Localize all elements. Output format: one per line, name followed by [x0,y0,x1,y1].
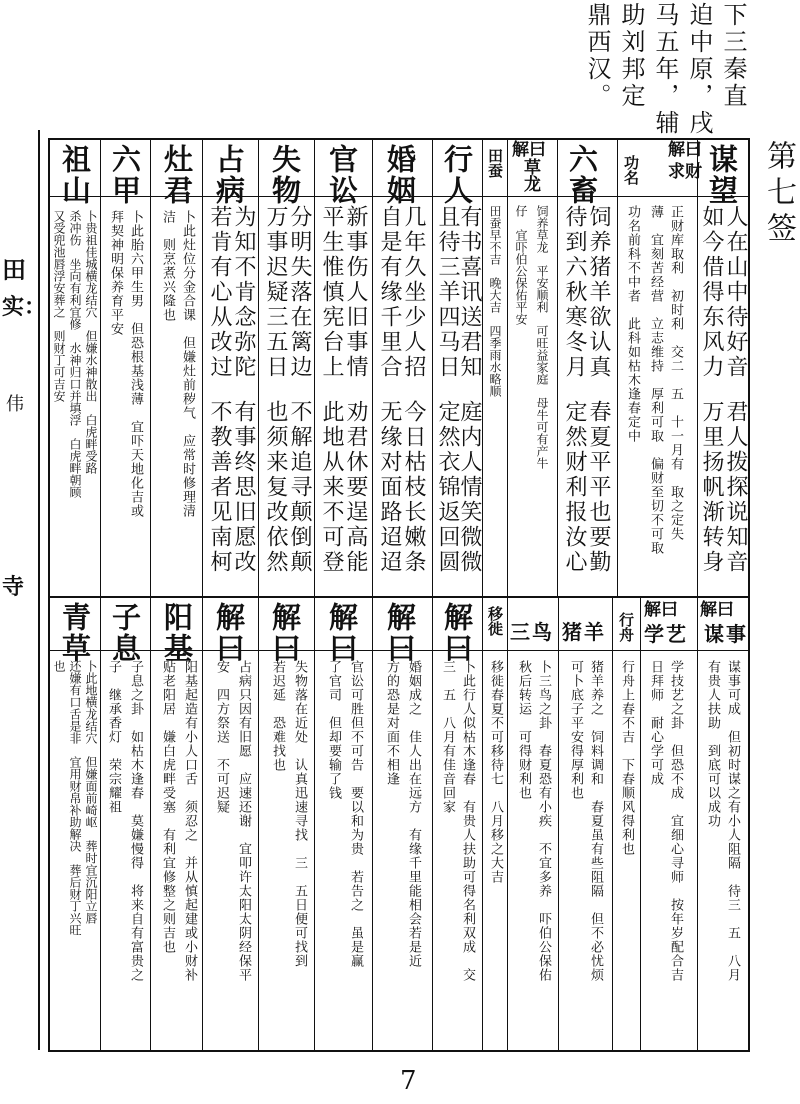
header-zaojun: 灶君 [160,144,194,206]
shiwu-line-4: 也须来复改依然 [263,400,288,575]
yangji-text-2: 贴老阳居 嫌白虎畔受塞 有利宜修整之则吉也 [160,660,175,954]
col-sep [558,596,559,1052]
zixi-text-2: 子 继承香灯 荣宗耀祖 [106,660,121,814]
mouwang-line-4: 万里扬帆渐转身 [699,400,724,575]
guansong-line-1: 新事伤人旧事情 [343,205,368,380]
mouwang-line-2: 如今借得东风力 [699,205,724,380]
liuchu-line-3: 春夏平平也要勤 [586,400,611,575]
zushan-text-3: 又受兜池唇浮安葬之 则财丁可吉安 [52,210,66,402]
header-jieyue-h: 解曰 [268,602,302,664]
xingren-line-2: 且待三羊四马日 [435,205,460,380]
xingren-line-1: 有书喜讯送君知 [457,205,482,380]
strip-char-1: 田 [2,255,26,284]
col-sep [557,138,558,596]
col-sep [100,596,101,1052]
table-top-rule [48,138,750,140]
col-sep [612,596,613,1052]
table-bottom-rule [48,1050,750,1052]
intro-poem-line-2: 迫中原，戌 [685,2,713,137]
xueyi-text-2: 日拜师 耐心学可成 [648,660,663,786]
header-tiancan: 田蚕 [486,148,504,178]
header-qingcao: 青草 [58,602,92,664]
hunyin-line-4: 无缘对面路迢迢 [377,400,402,575]
jieyue-5-text-2: 安 四方祭送 不可迟疑 [214,660,229,814]
xingren-line-4: 定然衣锦返回圆 [435,400,460,575]
qiucai-text-a: 正财库取利 初时利 交二 五 十一月有 取之定失 [668,205,683,541]
header-xingren: 行人 [440,144,474,206]
header-jieyue-b: 解曰 [512,140,546,160]
qingcao-text-3: 也 [52,660,66,672]
jieyue-3-text-2: 了官司 但却要输了钱 [326,660,341,800]
jieyue-3-text-1: 官讼可胜但不可告 要以和为贵 若告之 虽是赢 [348,660,363,968]
guansong-line-4: 此地从来不可登 [319,400,344,575]
header-qiucai: 求财 [668,162,702,182]
col-sep [372,138,373,596]
header-jieyue-g: 解曰 [325,602,359,664]
col-sep [640,596,641,1052]
header-caolong: 草龙 [520,158,540,192]
hunyin-line-2: 自是有缘千里合 [377,205,402,380]
header-zhanbing: 占病 [212,144,246,206]
col-sep [314,138,315,596]
jieyue-5-text-1: 占病只因有旧愿 应速还谢 宜叩许太阳太阴经保平 [236,660,251,982]
jieyue-4-text-2: 若迟延 恐难找也 [270,660,285,772]
zushan-text-1: 卜贵祖佳城横龙结穴 但嫌水神散出 白虎畔受路 [84,210,98,474]
intro-poem-line-5: 鼎西汉。 [583,2,611,110]
col-sep [258,138,259,596]
col-sep [482,596,483,1052]
tiancan-text: 田蚕早不吉 晚大吉 四季雨水略顺 [488,205,502,397]
header-jieyue-e: 解曰 [440,602,474,664]
col-sep [150,596,151,1052]
header-jieyue-a: 解曰 [668,140,702,160]
col-sep [507,596,508,1052]
header-sanniao: 三鸟 [510,620,554,644]
caolong-text-2: 仔 宜吓伯公保佑平安 [514,205,528,325]
gongming-text: 功名前科不中者 此科如枯木逢春定中 [625,205,640,443]
header-hunyin: 婚姻 [383,144,417,206]
page-number: 7 [400,1066,417,1096]
zhanbing-line-4: 不教善者见南柯 [207,400,232,575]
xingren-line-3: 庭内人情笑微微 [457,400,482,575]
header-zhuyang: 猪羊 [562,620,606,644]
col-sep [432,138,433,596]
header-shiwu: 失物 [268,144,302,206]
hunyin-line-3: 今日枯枝长嫩条 [401,400,426,575]
jieyue-4-text-1: 失物落在近处 认真迅速寻找 三 五日便可找到 [292,660,307,968]
header-liujia: 六甲 [108,144,142,206]
caolong-text-1: 饲养草龙 平安顺利 可旺益家庭 母牛可有产牛 [535,205,549,469]
header-jieyue-f: 解曰 [383,602,417,664]
zushan-text-2: 杀冲伤 坐向有利宜修 水神归口并填浮 白虎畔朝顾 [68,210,82,498]
zhanbing-line-3: 有事终思旧愿改 [231,400,256,575]
strip-char-3: 伟 [6,394,24,415]
qiucai-text-b: 薄 宜刻苦经营 立志维持 厚利可取 偏财至切不可取 [648,205,663,555]
sign-title: 第七签 [761,140,796,248]
col-sep [258,596,259,1052]
col-sep [697,596,698,1052]
jieyue-2-text-1: 婚姻成之 佳人出在远方 有缘千里能相会若是近 [406,660,421,968]
moushi-text-2: 有贵人扶助 到底可以成功 [705,660,720,828]
header-zixi: 子息 [108,602,142,664]
intro-poem-line-4: 助刘邦定 [617,2,645,110]
header-yixi: 移徙 [486,606,504,636]
guansong-line-2: 平生惟慎宪台上 [319,205,344,380]
sanniao-text-1: 卜三鸟之卦 春夏恐有小疾 不宜多养 吓伯公保佑 [536,660,551,982]
zixi-text-1: 子息之卦 如枯木逢春 莫嫌慢得 将来自有富贵之 [128,660,143,982]
mouwang-line-3: 君人拨探说知音 [723,400,748,575]
col-sep [507,138,508,596]
liuchu-line-4: 定然财利报汝心 [562,400,587,575]
col-sep [150,138,151,596]
strip-rule [38,130,40,1050]
mouwang-line-1: 人在山中待好音 [723,205,748,380]
xueyi-text-1: 学技艺之卦 但恐不成 宜细心寻师 按年岁配合吉 [668,660,683,982]
table-middle-rule [48,596,750,598]
liujia-text-2: 拜契神明保养育平安 [108,210,123,336]
col-sep [617,138,618,596]
header-moushi: 谋事 [704,622,748,646]
col-sep [202,138,203,596]
jieyue-1-text-2: 三 五 八月有佳音回家 [440,660,455,814]
intro-poem-line-3: 马五年，辅 [651,2,679,137]
hunyin-line-1: 几年久坐少人招 [401,205,426,380]
strip-char-4: 寺 [2,574,25,600]
zhanbing-line-2: 若肯有心从改过 [207,205,232,380]
zaojun-text-2: 洁 则烹煮兴隆也 [160,210,175,322]
header-jieyue-d: 解曰 [644,600,678,620]
zhuyang-text-1: 猪羊养之 饲料调和 春夏虽有些阻隔 但不必忧烦 [588,660,603,982]
header-zushan: 祖山 [58,144,92,206]
zhuyang-text-2: 可卜底子平安得厚利也 [568,660,583,800]
header-xueyi: 学艺 [644,622,688,646]
jieyue-2-text-2: 方的恐是对面不相逢 [384,660,399,786]
guansong-line-3: 劝君休要逞高能 [343,400,368,575]
col-sep [314,596,315,1052]
qingcao-text-2: 还嫌有口舌是非 宜用财帛补助解决 葬后财丁兴旺 [68,660,82,936]
col-sep [100,138,101,596]
qingcao-text-1: 卜此地横龙结穴 但嫌面前崎岖 葬时宜沉阳立唇 [84,660,98,924]
col-sep [202,596,203,1052]
header-gongming: 功名 [622,155,640,185]
shiwu-line-2: 万事迟疑三五日 [263,205,288,380]
xingzhou-text: 行舟上春不吉 下春顺风得利也 [619,660,634,856]
shiwu-line-1: 分明失落在篱边 [287,205,312,380]
header-jieyue-c: 解曰 [700,600,734,620]
header-mouwang: 谋望 [705,144,739,206]
shiwu-line-3: 不解追寻颠倒颠 [287,400,312,575]
moushi-text-1: 谋事可成 但初时谋之有小人阻隔 待三 五 八月 [725,660,740,982]
yixi-text: 移徙春夏不可移待七 八月移之大吉 [488,660,503,884]
col-sep [372,596,373,1052]
header-jieyue-i: 解曰 [212,602,246,664]
jieyue-1-text-1: 卜此行人似枯木逢春 有贵人扶助可得名利双成 交 [460,660,475,982]
intro-poem-line-1: 下三秦直 [719,2,747,110]
adjacent-page-strip [0,130,50,1090]
sanniao-text-2: 秋后转运 可得财利也 [516,660,531,800]
col-sep [432,596,433,1052]
header-xingzhou: 行舟 [617,612,635,642]
zaojun-text-1: 卜此灶位分金合课 但嫌灶前秽气 应常时修理清 [180,210,195,518]
yangji-text-1: 阳基起造有小人口舌 须忍之 并从慎起建或小财补 [182,660,197,982]
strip-char-2: 实： [2,294,47,320]
header-guansong: 官讼 [325,144,359,206]
header-liuchu: 六畜 [565,144,599,206]
zhanbing-line-1: 为知不肯念弥陀 [231,205,256,380]
header-yangji: 阳基 [160,602,194,664]
liujia-text-1: 卜此胎六甲生男 但恐根基浅薄 宜吓天地化吉或 [128,210,143,518]
liuchu-line-1: 饲养猪羊欲认真 [586,205,611,380]
liuchu-line-2: 待到六秋寒冬月 [562,205,587,380]
